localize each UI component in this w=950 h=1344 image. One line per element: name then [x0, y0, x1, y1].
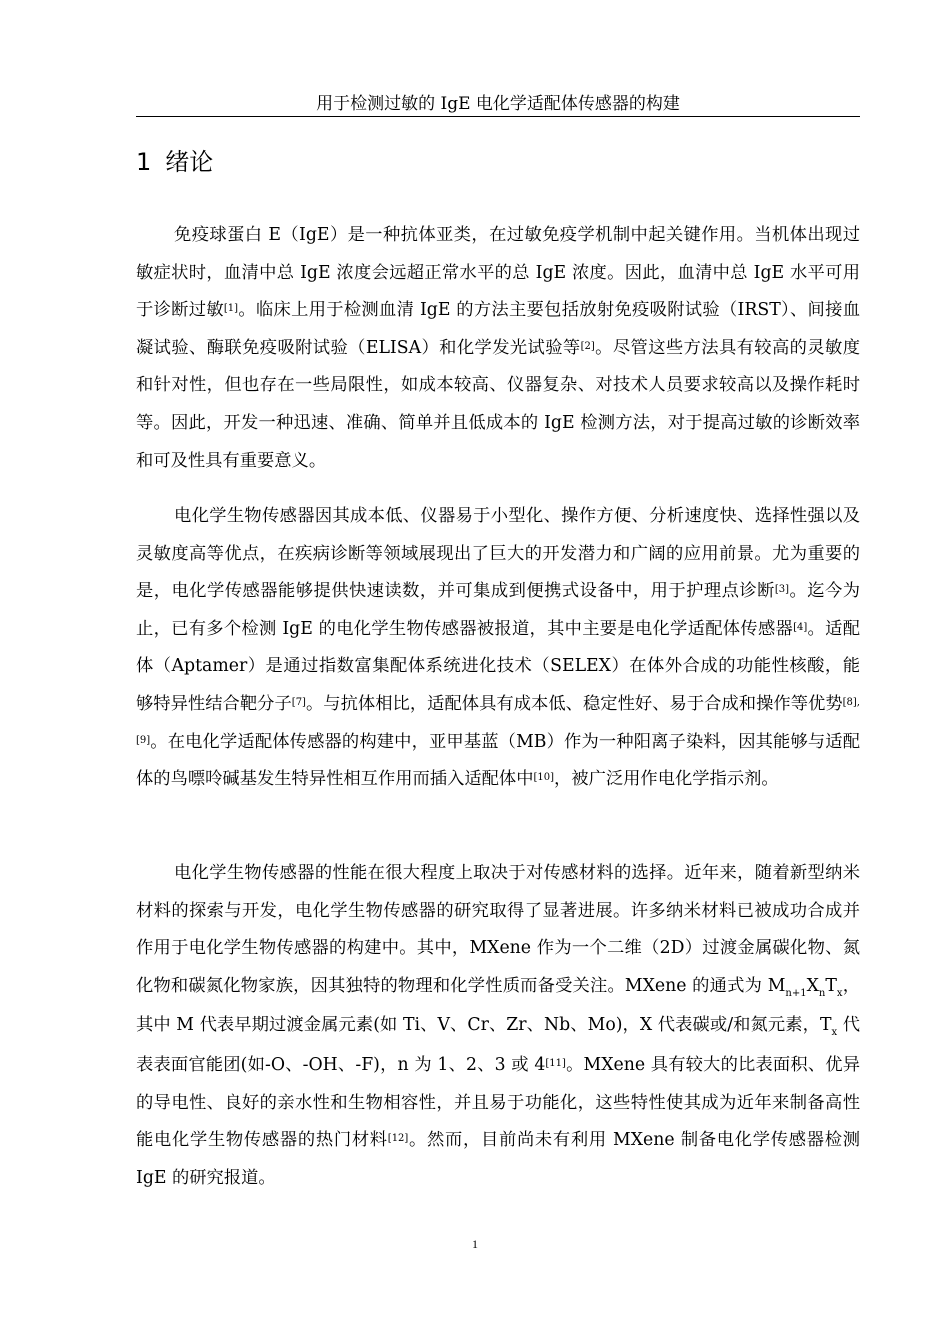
subscript: n+1 — [785, 987, 807, 999]
citation: [1] — [223, 303, 239, 315]
text-run: T — [825, 975, 837, 996]
text-run: 免疫球蛋白 E（IgE）是一种抗体亚类，在过敏免疫学机制中起关键作用。当机体出现过敏症状时，血清中总 IgE 浓度会远超正常水平的总 IgE 浓度。因此，血清中总 IgE 水平可用于诊断过敏 — [136, 225, 860, 321]
text-run: 。MXene 具有较大的比表面积、优异的导电性、良好的亲水性和生物相容性，并且易于功能化，这些特性使其成为近年来制备高性能电化学生物传感器的热门材料 — [136, 1054, 860, 1151]
text-run: ，被广泛用作电化学指示剂。 — [554, 769, 779, 790]
paragraph-electrochemical-biosensors — [136, 498, 860, 799]
text-run: 代表表面官能团(如-O、-OH、-F)，n 为 1、2、3 或 4 — [136, 1015, 860, 1075]
citation: [3] — [774, 584, 789, 596]
text-run: 。临床上用于检测血清 IgE 的方法主要包括放射免疫吸附试验（IRST）、间接血凝试验、酶联免疫吸附试验（ELISA）和化学发光试验等 — [136, 300, 860, 358]
paragraph-mxene — [136, 855, 860, 1197]
citation: [10] — [533, 772, 555, 784]
text-run: 电化学生物传感器的性能在很大程度上取决于对传感材料的选择。近年来，随着新型纳米材料的探索与开发，电化学生物传感器的研究取得了显著进展。许多纳米材料已被成功合成并作用于电化学生物传感器的构建中。其中，MXene 作为一个二维（2D）过渡金属碳化物、氮化物和碳氮化物家族，因其独特的物理和化学性质而备受关注。MXene 的通式为 M — [136, 863, 860, 996]
chapter-number: 1 — [136, 148, 152, 176]
text-run: 。在电化学适配体传感器的构建中，亚甲基蓝（MB）作为一种阳离子染料，因其能够与适配体的鸟嘌呤碱基发生特异性相互作用而插入适配体中 — [136, 731, 860, 790]
text-run: 电化学生物传感器因其成本低、仪器易于小型化、操作方便、分析速度快、选择性强以及灵敏度高等优点，在疾病诊断等领域展现出了巨大的开发潜力和广阔的应用前景。尤为重要的是，电化学传感器能够提供快速读数，并可集成到便携式设备中，用于护理点诊断 — [136, 506, 860, 602]
citation: [7] — [291, 696, 306, 708]
citation: [12] — [387, 1133, 409, 1145]
chapter-title: 绪论 — [165, 148, 214, 176]
paragraph-ige-intro — [136, 217, 860, 480]
running-header — [136, 92, 860, 117]
citation: [2] — [580, 340, 595, 352]
subscript: n — [818, 987, 826, 999]
text-run: 。与抗体相比，适配体具有成本低、稳定性好、易于合成和操作等优势 — [305, 693, 843, 714]
citation: [8],[9] — [136, 696, 860, 746]
running-header-title: 用于检测过敏的 IgE 电化学适配体传感器的构建 — [316, 94, 680, 114]
text-run: 。迄今为止，已有多个检测 IgE 的电化学生物传感器被报道，其中主要是电化学适配体传感器 — [136, 581, 860, 639]
text-run: 。适配体（Aptamer）是通过指数富集配体系统进化技术（SELEX）在体外合成的功能性核酸，能够特异性结合靶分子 — [136, 618, 860, 714]
subscript: x — [836, 987, 843, 999]
citation: [11] — [545, 1057, 566, 1069]
citation: [4] — [793, 621, 808, 633]
text-run: 。然而，目前尚未有利用 MXene 制备电化学传感器检测 IgE 的研究报道。 — [136, 1130, 860, 1188]
text-run: ，其中 M 代表早期过渡金属元素(如 Ti、V、Cr、Zr、Nb、Mo)，X 代表碳或/和氮元素，T — [136, 975, 860, 1036]
subscript: x — [831, 1027, 838, 1039]
chapter-heading — [136, 145, 213, 179]
text-run: X — [806, 975, 819, 996]
text-run: 。尽管这些方法具有较高的灵敏度和针对性，但也存在一些局限性，如成本较高、仪器复杂、对技术人员要求较高以及操作耗时等。因此，开发一种迅速、准确、简单并且低成本的 IgE 检测方法，对于提高过敏的诊断效率和可及性具有重要意义。 — [136, 337, 860, 471]
page-number: 1 — [472, 1237, 478, 1251]
